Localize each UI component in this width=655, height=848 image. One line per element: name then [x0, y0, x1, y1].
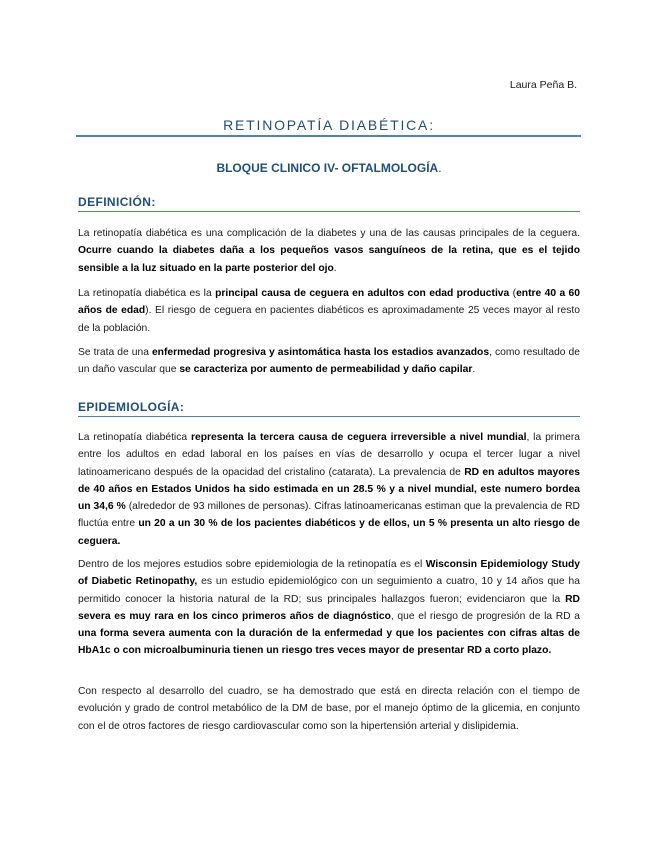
epidemiology-paragraph-1	[78, 429, 580, 550]
subtitle-text: BLOQUE CLINICO IV- OFTALMOLOGÍA	[216, 161, 439, 175]
text-run: , como resultado de un daño vascular que	[78, 347, 581, 376]
author-name: Laura Peña B.	[509, 79, 577, 91]
text-run: Con respecto al desarrollo del cuadro, se ha demostrado que está en directa relación con el tiempo de evolución y grado de control metabólico de la DM de base, por el manejo óptimo de la glicemia, en conjunto con el de otros factores de riesgo cardiovascular como son la hipertensión arterial y dislipidemia.	[78, 686, 580, 732]
bold-text-run: una forma severa aumenta con la duración de la enfermedad y que los pacientes con cifras altas de HbA1c o con microalbuminuria tienen un riesgo tres veces mayor de presentar RD a corto plazo.	[78, 628, 580, 657]
bold-text-run: Wisconsin Epidemiology Study of Diabetic Retinopathy,	[78, 559, 581, 588]
section-heading-definicion: DEFINICIÓN:	[78, 195, 580, 212]
text-run: La retinopatía diabética	[78, 432, 191, 443]
epidemiology-paragraph-2	[78, 556, 580, 660]
bold-text-run: enfermedad progresiva y asintomática hasta los estadios avanzados	[151, 347, 490, 358]
bold-text-run: entre 40 a 60 años de edad	[78, 288, 581, 317]
section-heading-epidemiologia: EPIDEMIOLOGÍA:	[78, 400, 580, 417]
bold-text-run: RD severa es muy rara en los cinco primeros años de diagnóstico	[78, 593, 580, 622]
document-subtitle	[78, 161, 580, 175]
epidemiology-paragraph-3	[78, 683, 580, 735]
text-run: La retinopatía diabética es una complicación de la diabetes y una de las causas principales de la ceguera.	[78, 228, 580, 239]
document-title: RETINOPATÍA DIABÉTICA:	[223, 117, 435, 133]
bold-text-run: representa la tercera causa de ceguera irreversible a nivel mundial	[190, 432, 527, 443]
text-run: La retinopatía diabética es la	[78, 288, 216, 299]
bold-text-run: RD en adultos mayores de 40 años en Estados Unidos ha sido estimada en un 28.5 % y a nivel mundial, este numero bordea un 34,6 %	[78, 466, 581, 513]
bold-text-run: se caracteriza por aumento de permeabilidad y daño capilar	[179, 364, 473, 376]
text-run: .	[333, 262, 337, 274]
bold-text-run: principal causa de ceguera en adultos con edad productiva	[215, 288, 510, 299]
text-run: , la primera entre los adultos en edad laboral en los países en vías de desarrollo y ocupa el tercer lugar a nivel latinoamericano después de la opacidad del cristalino (catarata). La prevalencia de	[78, 432, 580, 478]
subtitle-period: .	[438, 161, 442, 175]
text-run: (alrededor de 93 millones de personas). Cifras latinoamericanas estiman que la prevalencia de RD fluctúa entre	[78, 501, 580, 530]
bold-text-run: Ocurre cuando la diabetes daña a los pequeños vasos sanguíneos de la retina, que es el tejido sensible a la luz situado en la parte posterior del ojo	[78, 245, 580, 274]
definition-paragraph-2	[78, 285, 580, 337]
bold-text-run: un 20 a un 30 % de los pacientes diabéticos y de ellos, un 5 % presenta un alto riesgo de ceguera.	[78, 518, 580, 547]
text-run: Dentro de los mejores estudios sobre epidemiologia de la retinopatía es el	[78, 559, 426, 570]
text-run: .	[472, 364, 476, 376]
definition-paragraph-3	[78, 344, 580, 379]
definition-paragraph-1	[78, 225, 580, 277]
text-run: es un estudio epidemiológico con un seguimiento a cuatro, 10 y 14 años que ha permitido conocer la historia natural de la RD; sus principales hallazgos fueron; evidenciaron que la	[78, 576, 580, 605]
text-run: Se trata de una	[78, 347, 152, 358]
text-run: ). El riesgo de ceguera en pacientes diabéticos es aproximadamente 25 veces mayor al resto de la población.	[78, 305, 580, 334]
text-run: , que el riesgo de progresión de la RD a	[390, 610, 580, 622]
title-underline	[76, 135, 581, 137]
text-run: (	[509, 288, 517, 299]
